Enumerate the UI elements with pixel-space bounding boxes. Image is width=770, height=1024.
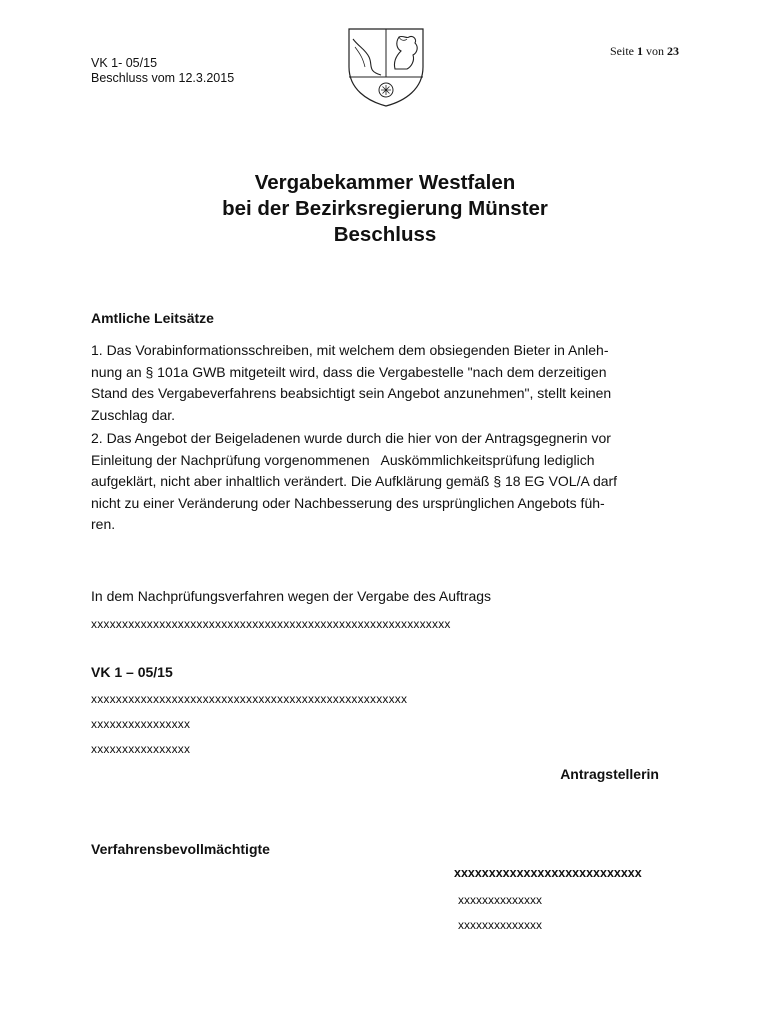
title-line-3: Beschluss	[333, 223, 437, 246]
representatives-heading: Verfahrensbevollmächtigte	[91, 841, 270, 857]
leitsatz-2-line: nicht zu einer Veränderung oder Nachbesserung des ursprünglichen Angebots füh-	[91, 494, 605, 511]
redacted-applicant-line: xxxxxxxxxxxxxxxx	[91, 717, 191, 731]
leitsatz-2-line: ren.	[91, 516, 116, 532]
leitsatz-1-line: 1. Das Vorabinformationsschreiben, mit welchem dem obsiegenden Bieter in Anleh-	[91, 342, 609, 358]
title-line-2: bei der Bezirksregierung Münster	[222, 197, 548, 220]
page-total: 23	[667, 44, 679, 58]
leitsatz-2-line: Einleitung der Nachprüfung vorgenommenen Auskömmlichkeitsprüfung lediglich	[91, 451, 595, 468]
leitsatz-1-line: Zuschlag dar.	[91, 406, 176, 423]
case-number: VK 1 – 05/15	[91, 664, 173, 680]
redacted-representative-line: xxxxxxxxxxxxxxxxxxxxxxxxxxx	[454, 866, 642, 880]
leitsatz-2	[91, 428, 676, 536]
redacted-representative-line: xxxxxxxxxxxxxx	[458, 893, 542, 907]
redacted-contract: xxxxxxxxxxxxxxxxxxxxxxxxxxxxxxxxxxxxxxxxxxxxxxxxxxxxxxxxxx	[91, 617, 451, 631]
title-line-1: Vergabekammer Westfalen	[254, 171, 516, 194]
leitsatz-2-line: aufgeklärt, nicht aber inhaltlich verändert. Die Aufklärung gemäß § 18 EG VOL/A darf	[91, 473, 618, 489]
role-applicant-label: Antragstellerin	[560, 766, 659, 782]
decision-date: Beschluss vom 12.3.2015	[91, 71, 235, 85]
procedure-intro: In dem Nachprüfungsverfahren wegen der Vergabe des Auftrags	[91, 588, 492, 604]
redacted-representative-line: xxxxxxxxxxxxxx	[458, 918, 542, 932]
document-title	[0, 170, 770, 248]
page-number	[610, 44, 679, 59]
coat-of-arms-nrw-icon	[347, 27, 425, 107]
leitsatz-1	[91, 340, 676, 426]
page-current: 1	[637, 44, 643, 58]
leitsatz-1-line: nung an § 101a GWB mitgeteilt wird, dass die Vergabestelle "nach dem derzeitigen	[91, 363, 607, 380]
leitsaetze-heading: Amtliche Leitsätze	[91, 310, 214, 326]
leitsatz-1-line: Stand des Vergabeverfahrens beabsichtigt sein Angebot anzunehmen", stellt keinen	[91, 385, 612, 401]
page-prefix: Seite	[610, 44, 637, 58]
redacted-applicant-line: xxxxxxxxxxxxxxxxxxxxxxxxxxxxxxxxxxxxxxxxxxxxxxxxxxx	[91, 692, 408, 706]
header-reference-block	[91, 56, 234, 86]
leitsatz-2-line: 2. Das Angebot der Beigeladenen wurde durch die hier von der Antragsgegnerin vor	[91, 430, 611, 446]
case-reference: VK 1- 05/15	[91, 56, 158, 70]
page-mid: von	[643, 44, 667, 58]
redacted-applicant-line: xxxxxxxxxxxxxxxx	[91, 742, 191, 756]
